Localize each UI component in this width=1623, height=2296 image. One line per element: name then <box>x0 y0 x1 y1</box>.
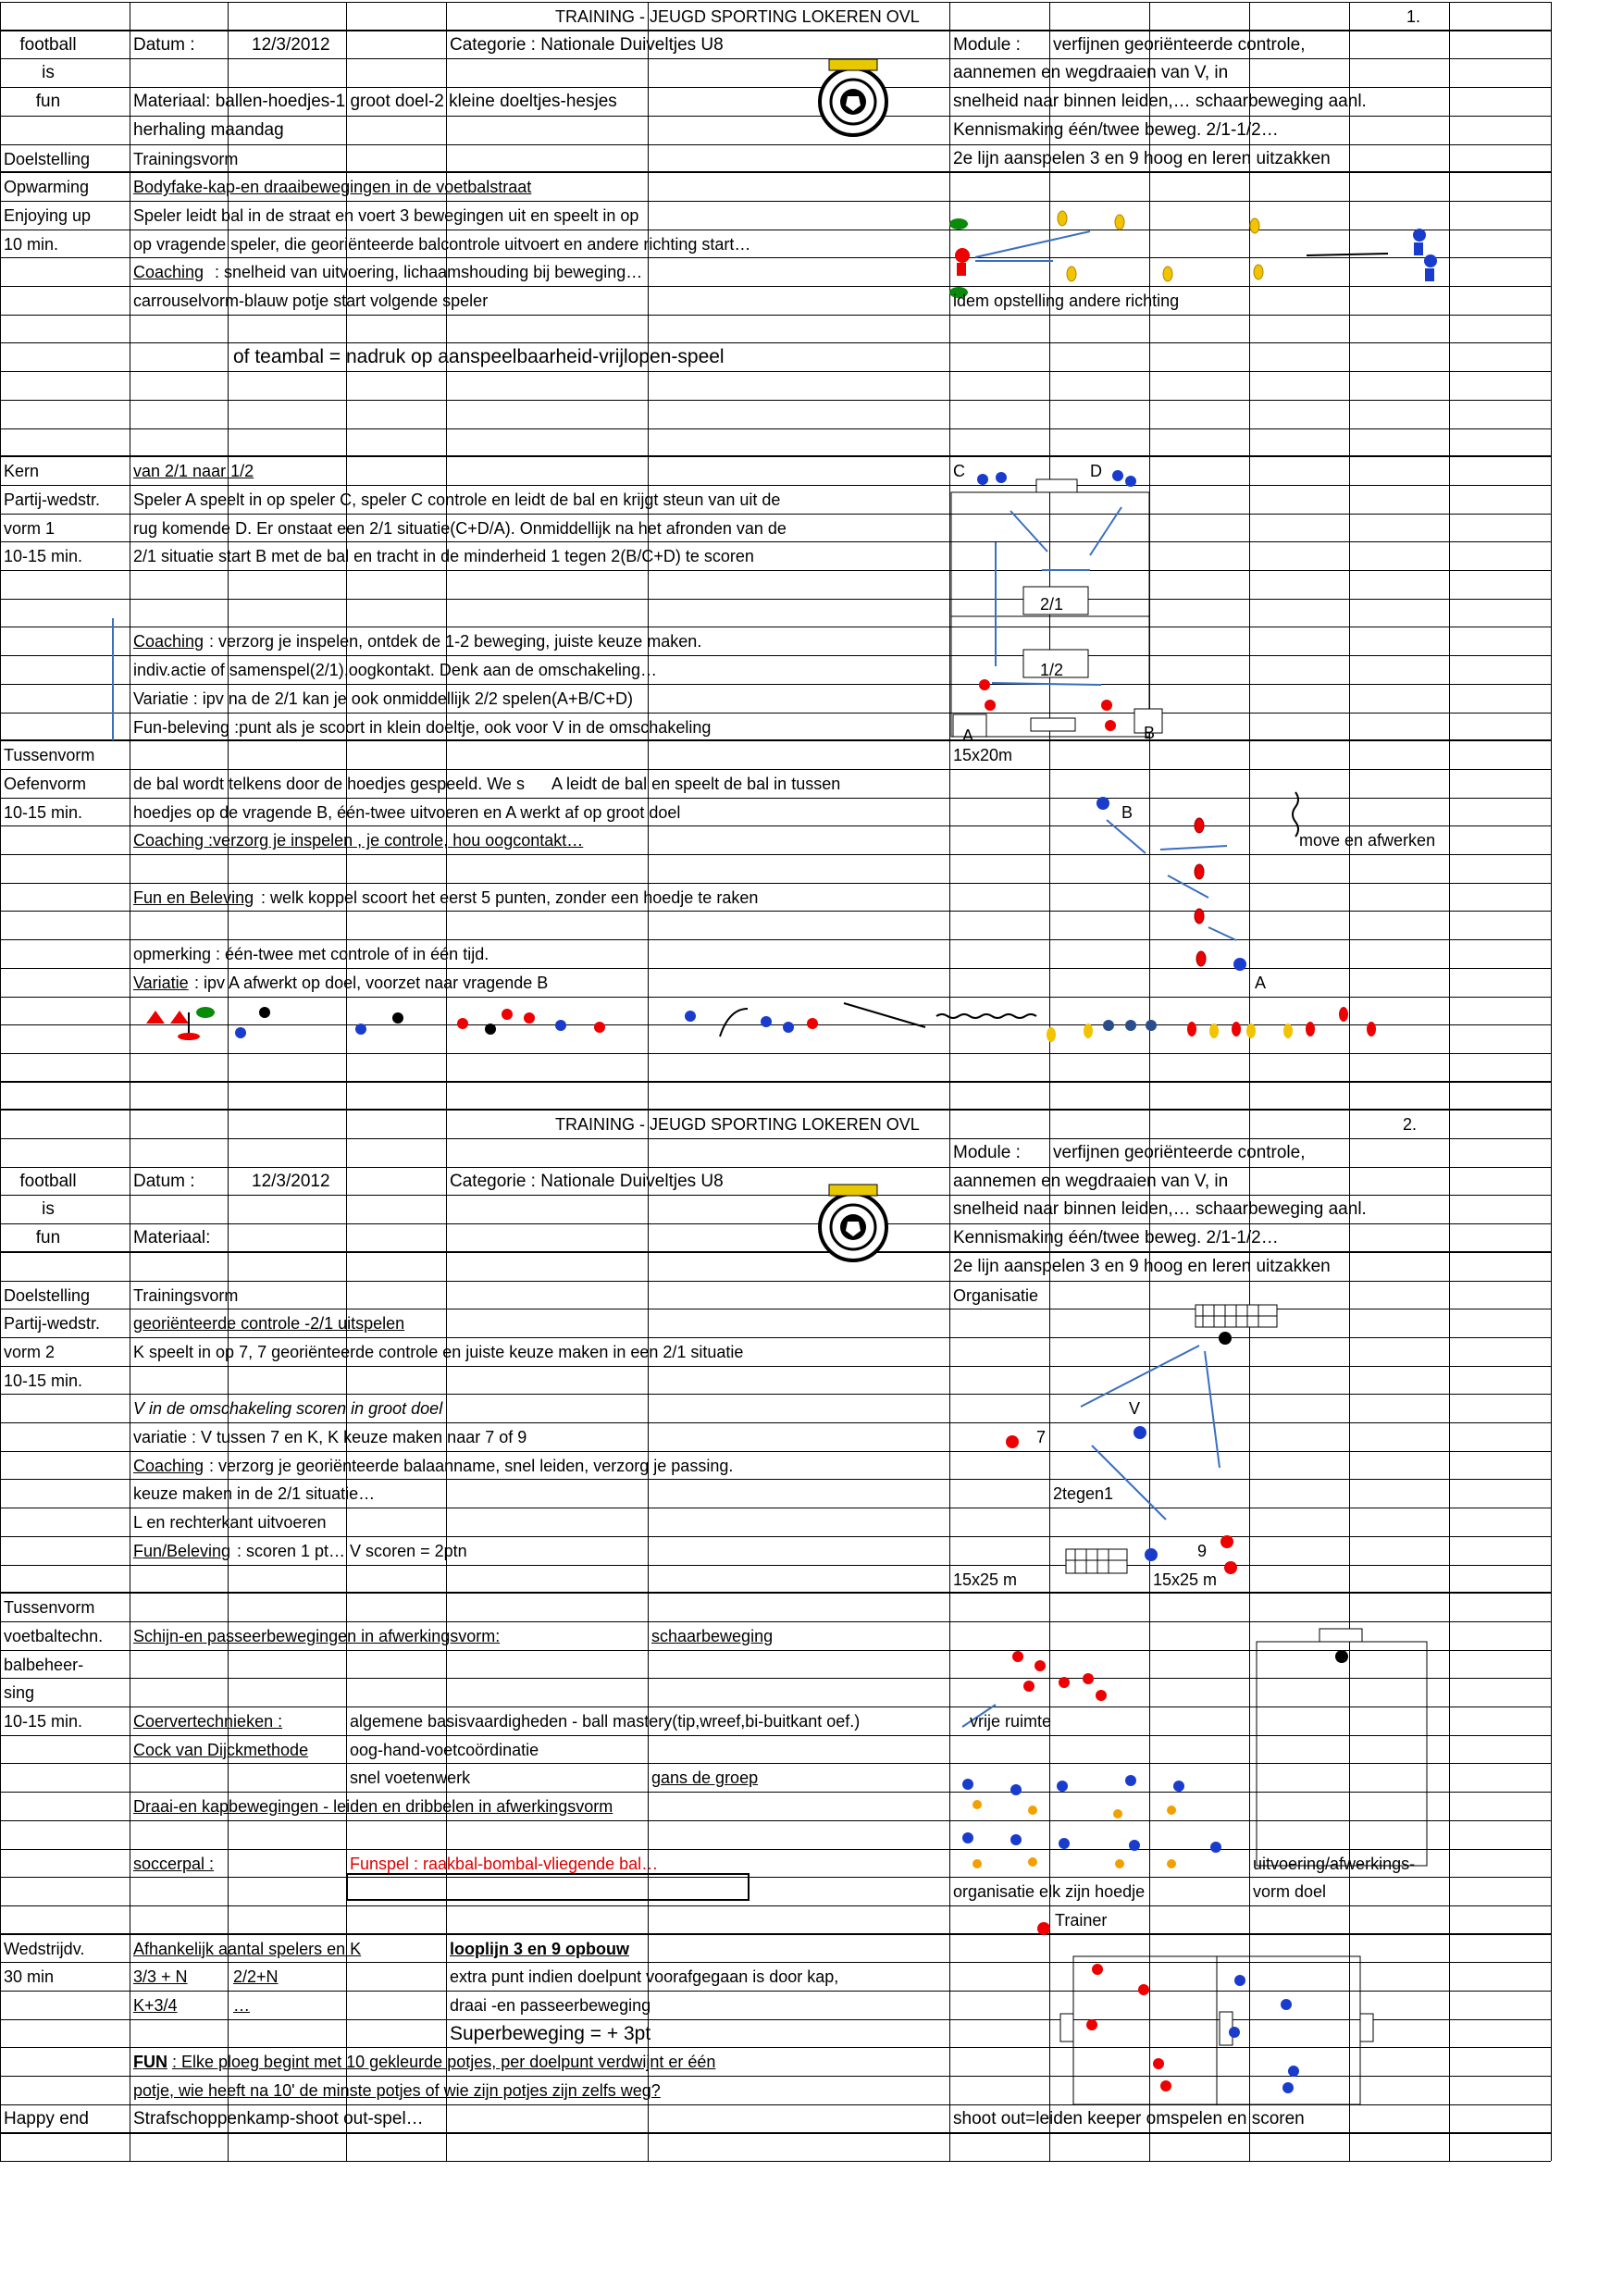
datum-label: Datum : <box>133 1171 195 1191</box>
categorie: Categorie : Nationale Duiveltjes U8 <box>450 1171 724 1191</box>
text-cell: K speelt in op 7, 7 georiënteerde controle en juiste keuze maken in een 2/1 situatie <box>133 1342 744 1361</box>
text-cell: L en rechterkant uitvoeren <box>133 1513 327 1533</box>
text-cell: algemene basisvaardigheden - ball mastery(tip,wreef,bi-buitkant oef.) <box>350 1712 861 1731</box>
page-title: TRAINING - JEUGD SPORTING LOKEREN OVL <box>555 7 920 26</box>
fun-label: Fun/Beleving <box>133 1541 231 1560</box>
diagram-note: vorm doel <box>1253 1882 1327 1902</box>
text-cell: Fun-beleving :punt als je scoort in klein doeltje, ook voor V in de omschakeling <box>133 717 712 737</box>
text-cell: Speler A speelt in op speler C, speler C controle en leidt de bal en krijgt steun van uit de <box>133 490 781 509</box>
module-line: 2e lijn aanspelen 3 en 9 hoog en leren uitzakken <box>953 148 1331 168</box>
motto-line: is <box>42 1199 55 1220</box>
text-cell: gans de groep <box>651 1769 759 1788</box>
field-size: 15x25 m <box>953 1570 1018 1589</box>
technique-label: soccerpal : <box>133 1854 215 1873</box>
coaching-text: : verzorg je inspelen, ontdek de 1-2 beweging, juiste keuze maken. <box>209 632 702 652</box>
teambal-note: of teambal = nadruk op aanspeelbaarheid-vrijlopen-speel <box>233 346 725 368</box>
club-logo-icon <box>820 1185 886 1260</box>
italic-note: V in de omschakeling scoren in groot doel <box>133 1399 443 1419</box>
trainingsvorm-label: Trainingsvorm <box>133 149 239 168</box>
module-line: verfijnen georiënteerde controle, <box>1053 1143 1306 1162</box>
section-label: vorm 2 <box>4 1342 56 1361</box>
section-label: voetbaltechn. <box>4 1626 104 1645</box>
technique-title: schaarbeweging <box>651 1626 774 1645</box>
section-label: 10-15 min. <box>4 1371 83 1390</box>
organisatie-label: Organisatie <box>953 1285 1039 1305</box>
materiaal: Materiaal: <box>133 1228 211 1248</box>
motto-line: fun <box>35 92 61 112</box>
module-label: Module : <box>953 1143 1021 1162</box>
legend-symbols <box>146 1003 1376 1042</box>
fun-label: Fun en Beleving <box>133 887 254 907</box>
coaching-label: Coaching <box>133 632 204 652</box>
module-line: 2e lijn aanspelen 3 en 9 hoog en leren uitzakken <box>953 1256 1331 1276</box>
datum-value: 12/3/2012 <box>252 34 330 55</box>
motto-line: is <box>42 63 55 83</box>
diagram-note: vrije ruimte <box>970 1712 1052 1731</box>
section-label: balbeheer- <box>4 1655 84 1674</box>
text-cell: variatie : V tussen 7 en K, K keuze maken naar 7 of 9 <box>133 1428 527 1446</box>
drill-diagram-2v1-goal <box>1006 1305 1277 1574</box>
section-label: Tussenvorm <box>4 746 95 765</box>
text-cell: opmerking : één-twee met controle of in één tijd. <box>133 945 489 964</box>
diagram-label: 9 <box>1197 1541 1208 1560</box>
module-line: aannemen en wegdraaien van V, in <box>953 63 1229 83</box>
pitch-label: B <box>1144 723 1156 742</box>
diagram-label: 7 <box>1036 1428 1047 1446</box>
superbeweging: Superbeweging = + 3pt <box>450 2022 651 2044</box>
module-line: snelheid naar binnen leiden,… schaarbeweging aanl. <box>953 92 1367 112</box>
section-label: 30 min <box>4 1967 55 1987</box>
diagram-label: V <box>1129 1399 1141 1419</box>
funspel-box <box>346 1873 750 1901</box>
materiaal: Materiaal: ballen-hoedjes-1 groot doel-2 kleine doeltjes-hesjes <box>133 92 617 112</box>
trainingsvorm-label: Trainingsvorm <box>133 1285 239 1305</box>
page-number: 2. <box>1403 1115 1418 1135</box>
warmup-diagram <box>949 211 1437 298</box>
section-label: Wedstrijdv. <box>4 1939 85 1958</box>
happy-end-text: Strafschoppenkamp-shoot out-spel… <box>133 2108 424 2128</box>
section-label: Happy end <box>4 2108 89 2128</box>
fun-text: potje, wie heeft na 10' de minste potjes of wie zijn potjes zijn zelfs weg? <box>133 2081 661 2101</box>
coaching-label: Coaching :verzorg je inspelen , je controle, hou oogcontakt… <box>133 831 584 850</box>
diagram-label: 2tegen1 <box>1053 1484 1114 1504</box>
doelstelling-label: Doelstelling <box>4 149 91 168</box>
section-label: Tussenvorm <box>4 1598 95 1618</box>
field-size: 15x25 m <box>1153 1570 1218 1589</box>
module-line: verfijnen georiënteerde controle, <box>1053 34 1306 55</box>
text-cell: snel voetenwerk <box>350 1769 471 1788</box>
looplijn: looplijn 3 en 9 opbouw <box>450 1939 629 1958</box>
section-label: Enjoying up <box>4 205 92 225</box>
section-label: Partij-wedstr. <box>4 1314 101 1334</box>
coaching-text: : snelheid van uitvoering, lichaamshouding bij beweging… <box>215 263 643 282</box>
shootout-note: shoot out=leiden keeper omspelen en scoren <box>953 2108 1305 2128</box>
text-cell: Variatie : ipv na de 2/1 kan je ook onmiddellijk 2/2 spelen(A+B/C+D) <box>133 689 633 708</box>
coaching-text: : verzorg je georiënteerde balaanname, snel leiden, verzorg je passing. <box>209 1456 734 1475</box>
exercise-title: Bodyfake-kap-en draaibewegingen in de voetbalstraat <box>133 178 532 197</box>
text-cell: extra punt indien doelpunt voorafgegaan is door kap, <box>450 1967 839 1987</box>
text-cell: Afhankelijk aantal spelers en K <box>133 1939 362 1958</box>
text-cell: carrouselvorm-blauw potje start volgende speler <box>133 292 489 310</box>
diagram-note: uitvoering/afwerkings- <box>1253 1854 1416 1873</box>
text-cell: op vragende speler, die georiënteerde balcontrole uitvoert en andere richting start… <box>133 234 751 254</box>
motto-line: fun <box>35 1228 61 1248</box>
pitch-label: 2/1 <box>1040 595 1064 614</box>
datum-value: 12/3/2012 <box>252 1171 330 1191</box>
section-label: Kern <box>4 462 40 481</box>
club-logo-icon <box>820 59 886 135</box>
pitch-label: A <box>962 726 974 745</box>
module-label: Module : <box>953 34 1021 55</box>
text-cell: 2/1 situatie start B met de bal en tracht in de minderheid 1 tegen 2(B/C+D) te scoren <box>133 547 754 566</box>
diagram-label: A <box>1255 973 1267 992</box>
variatie-label: Variatie <box>133 973 189 992</box>
doelstelling-label: Doelstelling <box>4 1285 91 1305</box>
match-pitch-diagram <box>1037 1922 1373 2104</box>
section-label: 10 min. <box>4 234 59 254</box>
herhaling: herhaling maandag <box>133 119 284 140</box>
field-size: 15x20m <box>953 746 1013 765</box>
section-label: sing <box>4 1683 35 1703</box>
diagram-label: B <box>1121 802 1134 822</box>
module-line: aannemen en wegdraaien van V, in <box>953 1171 1229 1191</box>
motto-line: football <box>19 34 77 55</box>
text-cell: 2/2+N <box>233 1967 279 1987</box>
technique-label: Cock van Dijckmethode <box>133 1740 309 1759</box>
diagram-note: Trainer <box>1055 1910 1108 1930</box>
section-label: 10-15 min. <box>4 802 83 822</box>
diagram-note: organisatie elk zijn hoedje <box>953 1882 1146 1902</box>
exercise-title: georiënteerde controle -2/1 uitspelen <box>133 1314 405 1334</box>
categorie: Categorie : Nationale Duiveltjes U8 <box>450 34 724 55</box>
fun-text: : Elke ploeg begint met 10 gekleurde potjes, per doelpunt verdwijnt er één <box>172 2053 716 2072</box>
diagram-note: idem opstelling andere richting <box>953 292 1180 310</box>
text-cell: oog-hand-voetcoördinatie <box>350 1740 539 1759</box>
funspel-text: Funspel : raakbal-bombal-vliegende bal… <box>350 1854 659 1873</box>
text-cell: draai -en passeerbeweging <box>450 1996 651 2015</box>
section-label: Oefenvorm <box>4 774 87 793</box>
text-cell: 3/3 + N <box>133 1967 188 1987</box>
text-cell: Speler leidt bal in de straat en voert 3 bewegingen uit en speelt in op <box>133 205 639 225</box>
datum-label: Datum : <box>133 34 195 55</box>
coaching-label: Coaching <box>133 1456 204 1475</box>
page-title: TRAINING - JEUGD SPORTING LOKEREN OVL <box>555 1115 920 1135</box>
text-cell: indiv.actie of samenspel(2/1),oogkontakt. Denk aan de omschakeling… <box>133 661 657 680</box>
text-cell: … <box>233 1996 250 2015</box>
pitch-label: D <box>1090 462 1102 481</box>
fun-text: : scoren 1 pt… V scoren = 2ptn <box>237 1541 467 1560</box>
technique-title: Schijn-en passeerbewegingen in afwerkingsvorm: <box>133 1626 501 1645</box>
text-cell: K+3/4 <box>133 1996 178 2015</box>
text-cell: keuze maken in de 2/1 situatie… <box>133 1484 376 1504</box>
diagram-note: move en afwerken <box>1299 831 1436 850</box>
pitch-label: C <box>953 462 965 481</box>
pitch-label: 1/2 <box>1040 661 1064 680</box>
variatie-text: : ipv A afwerkt op doel, voorzet naar vragende B <box>194 973 549 992</box>
module-line: Kennismaking één/twee beweg. 2/1-1/2… <box>953 1228 1279 1248</box>
section-label: 10-15 min. <box>4 547 83 566</box>
module-line: Kennismaking één/twee beweg. 2/1-1/2… <box>953 119 1279 140</box>
technique-label: Draai-en kapbewegingen - leiden en dribbelen in afwerkingsvorm <box>133 1797 613 1817</box>
module-line: snelheid naar binnen leiden,… schaarbeweging aanl. <box>953 1199 1367 1220</box>
text-cell: rug komende D. Er onstaat een 2/1 situatie(C+D/A). Onmiddellijk na het afronden van de <box>133 518 787 538</box>
text-cell: de bal wordt telkens door de hoedjes gespeeld. We s <box>133 774 525 793</box>
section-label: Partij-wedstr. <box>4 490 101 509</box>
technique-drill-diagram <box>962 1629 1427 1868</box>
section-label: 10-15 min. <box>4 1712 83 1731</box>
technique-label: Coervertechnieken : <box>133 1712 283 1731</box>
motto-line: football <box>19 1171 77 1191</box>
text-cell: A leidt de bal en speelt de bal in tussen <box>551 774 841 793</box>
exercise-title: van 2/1 naar 1/2 <box>133 462 254 481</box>
fun-label: FUN <box>133 2053 167 2072</box>
text-cell: hoedjes op de vragende B, één-twee uitvoeren en A werkt af op groot doel <box>133 802 681 822</box>
section-label: Opwarming <box>4 178 90 197</box>
section-label: vorm 1 <box>4 518 56 538</box>
page-number: 1. <box>1406 7 1421 26</box>
coaching-label: Coaching <box>133 263 204 282</box>
fun-text: : welk koppel scoort het eerst 5 punten, zonder een hoedje te raken <box>261 887 759 907</box>
